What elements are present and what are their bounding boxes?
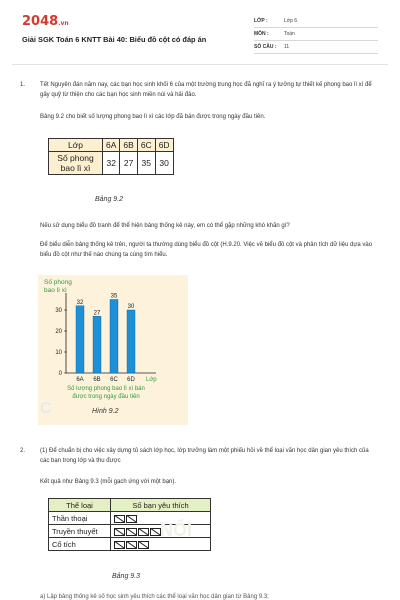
bar-value-label: 32 [76, 299, 84, 306]
site-logo[interactable] [22, 14, 69, 29]
table-caption: Bảng 9.2 [95, 196, 124, 203]
y-axis-label: bao lì xì [44, 287, 67, 294]
x-tick-label: 6C [110, 377, 118, 383]
y-tick-label: 20 [55, 329, 62, 335]
table-row [49, 152, 174, 175]
bar-value-label: 35 [110, 293, 118, 300]
page-title: Giải SGK Toán 6 KNTT Bài 40: Biểu đồ cột có đáp án [22, 35, 207, 44]
tally-mark [114, 541, 125, 549]
genre-name: Thần thoại [49, 512, 111, 525]
tally-mark [126, 541, 137, 549]
table-row-label: Số phong bao lì xì [49, 152, 103, 175]
logo-text: 2048 [22, 14, 59, 29]
meta-key: SỐ CÂU : [254, 44, 277, 50]
tally-mark [114, 528, 125, 536]
watermark: C [40, 400, 52, 417]
meta-row-count [254, 41, 378, 54]
tally-mark [138, 541, 149, 549]
meta-value: Lớp 6 [284, 18, 298, 24]
table-cell: 27 [120, 152, 137, 175]
bar [93, 316, 101, 373]
meta-value: Toán [284, 31, 295, 37]
bar-value-label: 30 [127, 304, 135, 310]
bar-chart [38, 275, 188, 425]
table-header-cell: 6B [120, 139, 137, 152]
y-tick-label: 10 [55, 350, 62, 356]
watermark: NỐI [160, 520, 193, 540]
chart-description: được trong ngày đầu tiên [72, 394, 140, 400]
table-header-label: Lớp [49, 139, 103, 152]
table-cell: 35 [137, 152, 155, 175]
tally-mark [138, 528, 149, 536]
question-1-prompt: Nếu sử dụng biểu đồ tranh để thể hiện bảng thống kê này, em có thể gặp những khó khăn gì? [40, 223, 290, 229]
meta-row-subject [254, 28, 378, 41]
meta-value: 11 [284, 44, 290, 50]
genre-name: Cổ tích [49, 538, 111, 551]
question-number: 2. [20, 448, 26, 454]
genre-name: Truyền thuyết [49, 525, 111, 538]
question-1-table-intro: Bảng 9.2 cho biết số lượng phong bao lì xì các lớp đã bán được trong ngày đầu tiên. [40, 114, 266, 120]
meta-row-class [254, 15, 378, 28]
table-header-cell: 6C [137, 139, 155, 152]
table-9-2 [48, 138, 174, 175]
y-tick-label: 30 [55, 308, 62, 314]
x-axis-label: Lớp [146, 377, 157, 383]
y-tick-label: 0 [58, 371, 62, 377]
x-tick-label: 6B [93, 377, 101, 383]
table-header-cell: Số bạn yêu thích [111, 499, 211, 512]
bar [127, 310, 135, 373]
tally-mark [126, 515, 137, 523]
tally-mark [126, 528, 137, 536]
chart-description: Số lượng phong bao lì xì bán [67, 386, 145, 392]
divider [12, 64, 388, 65]
table-caption: Bảng 9.3 [112, 573, 141, 580]
figure-caption: Hình 9.2 [92, 408, 119, 415]
tally-mark [114, 515, 125, 523]
table-header-row [49, 499, 211, 512]
bar-value-label: 27 [93, 310, 101, 317]
question-2-result: Kết quả như Bảng 9.3 (mỗi gạch ứng với một bạn). [40, 479, 177, 485]
table-cell: 30 [155, 152, 173, 175]
question-2-intro: (1) Để chuẩn bị cho việc xây dựng tủ sách lớp học, lớp trưởng làm một phiếu hỏi về thể loại văn học dân gian yêu thích của các bạn trong lớp và thu được [40, 448, 369, 464]
question-2-part-a: a) Lập bảng thống kê số học sinh yêu thích các thể loại văn học dân gian từ Bảng 9.3; [40, 594, 269, 600]
meta-box [254, 15, 378, 54]
table-header-cell: Thể loại [49, 499, 111, 512]
table-header-cell: 6A [103, 139, 120, 152]
table-header-cell: 6D [155, 139, 173, 152]
question-number: 1. [20, 82, 26, 88]
meta-key: MÔN : [254, 31, 269, 37]
x-tick-label: 6D [127, 377, 135, 383]
meta-key: LỚP : [254, 18, 268, 24]
table-header-row [49, 139, 174, 152]
table-cell: 32 [103, 152, 120, 175]
x-tick-label: 6A [76, 377, 84, 383]
logo-suffix: .vn [58, 20, 69, 27]
bar-chart-svg [38, 275, 188, 425]
bar [76, 306, 84, 373]
question-1-intro: Tết Nguyên đán năm nay, các bạn học sinh khối 6 của một trường trung học đã nghĩ ra ý tưởng tự thiết kế phong bao lì xì để gây quỹ từ thiện cho các bạn học sinh miền núi và hải đảo. [40, 82, 372, 98]
y-axis-label: Số phong [44, 279, 72, 286]
bar [110, 300, 118, 374]
question-1-explanation: Để biểu diễn bảng thống kê trên, người ta thường dùng biểu đồ cột (H.9.20. Việc vẽ biểu đồ cột và phân tích dữ liệu dựa vào biểu đồ cột như thế nào chúng ta cùng tìm hiểu. [40, 242, 373, 258]
